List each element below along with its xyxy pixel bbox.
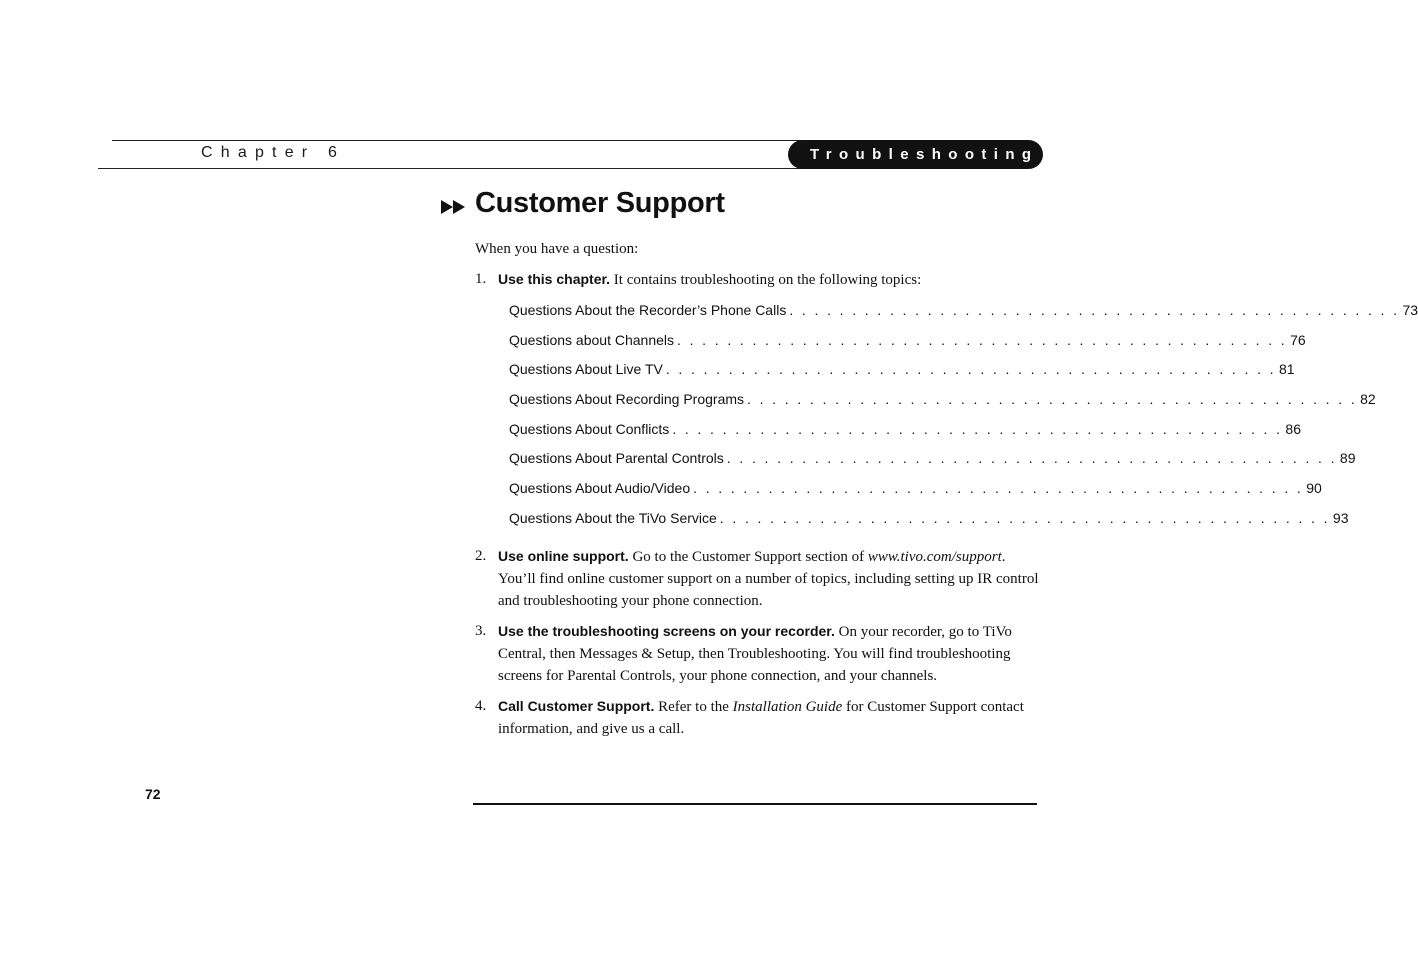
toc-page: 93 [1332, 509, 1349, 526]
toc-page: 73 [1402, 302, 1418, 318]
list-item-lead: Use this chapter. [498, 271, 611, 287]
list-number: 2. [475, 547, 487, 564]
list-item-lead: Use online support. [498, 547, 629, 564]
fast-forward-icon [441, 199, 467, 215]
toc-row[interactable] [509, 358, 1295, 388]
list-item-lead: Use the troubleshooting screens on your recorder. [498, 622, 835, 639]
toc-leader: . . . . . . . . . . . . . . . . . . . . . . . . . . . . . . . . . . . . . . . . . . . . . . . . . [665, 361, 1276, 378]
list-number: 1. [475, 271, 487, 287]
list-item-3 [475, 620, 1040, 687]
body-content [475, 238, 1418, 748]
toc-title: Questions About the Recorder’s Phone Calls [509, 302, 787, 318]
toc-leader: . . . . . . . . . . . . . . . . . . . . . . . . . . . . . . . . . . . . . . . . . . . . . . . . . [693, 480, 1304, 497]
toc-row[interactable] [509, 477, 1322, 507]
list-item-text: It contains troubleshooting on the following topics: [610, 272, 922, 288]
toc-title: Questions About Audio/Video [509, 480, 691, 497]
list-item-text: On your recorder, go to TiVo Central, then Messages & Setup, then Troubleshooting. You will find troubleshooting screens for Parental Controls, your phone connection, and your channels. [498, 623, 1012, 684]
list-item-text: . You’ll find online customer support on a number of topics, including setting up IR control and troubleshooting your phone connection. [498, 548, 1039, 609]
section-heading: Customer Support [475, 187, 725, 219]
list-item-2 [475, 545, 1040, 612]
header-rule-top [112, 140, 802, 141]
toc-row[interactable] [509, 507, 1349, 537]
header-rule-bottom [98, 168, 808, 169]
intro-text: When you have a question: [475, 241, 639, 257]
guide-title: Installation Guide [732, 698, 843, 715]
toc-title: Questions About Conflicts [509, 420, 670, 437]
toc-page: 89 [1339, 450, 1356, 467]
toc-page: 81 [1278, 361, 1295, 378]
toc-title: Questions About Recording Programs [509, 391, 745, 408]
toc-title: Questions About Live TV [509, 361, 663, 378]
toc-row[interactable] [509, 329, 1306, 359]
toc-row[interactable] [509, 299, 1418, 329]
list-number: 4. [475, 697, 487, 714]
toc-page: 76 [1290, 331, 1306, 348]
list-item-lead: Call Customer Support. [498, 697, 655, 714]
support-link[interactable]: www.tivo.com/support [867, 548, 1002, 565]
toc-leader: . . . . . . . . . . . . . . . . . . . . . . . . . . . . . . . . . . . . . . . . . . . . . . . . . [726, 450, 1337, 467]
toc-title: Questions about Channels [509, 331, 674, 348]
toc-row[interactable] [509, 418, 1301, 448]
toc-page: 86 [1285, 420, 1301, 437]
list-item-4 [475, 695, 1040, 740]
list-item-text: Refer to the [654, 698, 733, 715]
toc-leader: . . . . . . . . . . . . . . . . . . . . . . . . . . . . . . . . . . . . . . . . . . . . . . . . . [789, 302, 1400, 318]
list-item-text: Go to the Customer Support section of [628, 548, 868, 565]
list-item-text: for Customer Support contact information, and give us a call. [498, 698, 1024, 737]
toc-leader: . . . . . . . . . . . . . . . . . . . . . . . . . . . . . . . . . . . . . . . . . . . . . . . . . [719, 509, 1330, 526]
page-number: 72 [145, 786, 161, 802]
toc-leader: . . . . . . . . . . . . . . . . . . . . . . . . . . . . . . . . . . . . . . . . . . . . . . . . . [677, 331, 1288, 348]
topic-list [509, 299, 1418, 537]
toc-page: 90 [1306, 480, 1322, 497]
list-item-1 [475, 268, 1040, 291]
toc-row[interactable] [509, 388, 1376, 418]
chapter-label: Chapter 6 [201, 144, 346, 161]
toc-page: 82 [1360, 391, 1376, 408]
footer-rule [473, 803, 1037, 805]
toc-title: Questions About the TiVo Service [509, 509, 717, 526]
toc-row[interactable] [509, 447, 1356, 477]
toc-title: Questions About Parental Controls [509, 450, 724, 467]
section-label: Troubleshooting [788, 140, 1043, 169]
toc-leader: . . . . . . . . . . . . . . . . . . . . . . . . . . . . . . . . . . . . . . . . . . . . . . . . . [747, 391, 1358, 408]
toc-leader: . . . . . . . . . . . . . . . . . . . . . . . . . . . . . . . . . . . . . . . . . . . . . . . . . [672, 420, 1283, 437]
list-number: 3. [475, 622, 487, 639]
